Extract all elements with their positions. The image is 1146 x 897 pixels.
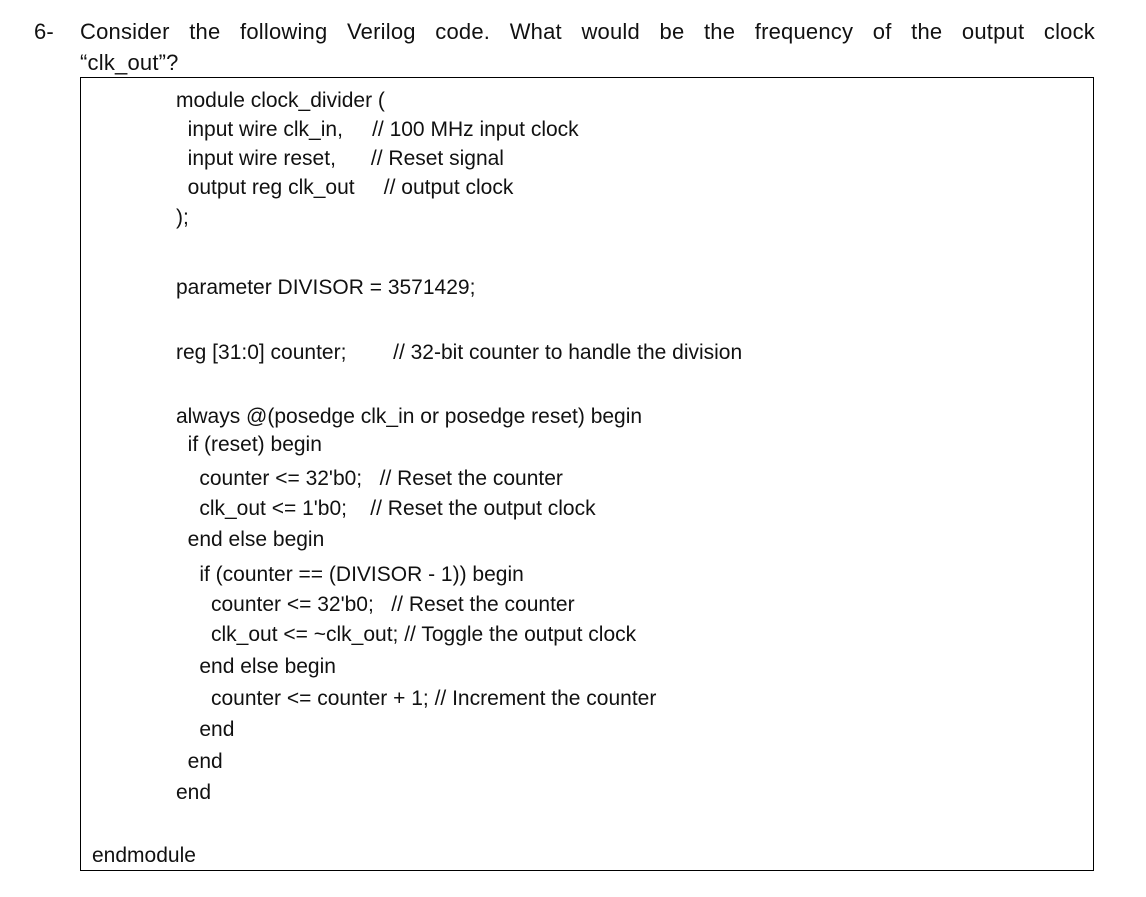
code-line: end else begin: [176, 528, 325, 551]
code-line: if (reset) begin: [176, 433, 322, 456]
code-line: counter <= 32'b0; // Reset the counter: [176, 593, 575, 616]
code-line: always @(posedge clk_in or posedge reset) begin: [176, 405, 643, 428]
code-box: [80, 77, 1094, 871]
question-text: [80, 16, 1095, 78]
code-line: end else begin: [176, 655, 336, 678]
code-line: end: [176, 750, 223, 773]
code-line: clk_out <= ~clk_out; // Toggle the output clock: [176, 623, 637, 646]
code-line: reg [31:0] counter; // 32-bit counter to handle the division: [176, 341, 743, 364]
code-line: clk_out <= 1'b0; // Reset the output clock: [176, 497, 596, 520]
code-line: );: [176, 206, 189, 229]
code-line: end: [176, 718, 235, 741]
code-line: module clock_divider (: [176, 89, 385, 112]
code-line: counter <= counter + 1; // Increment the counter: [176, 687, 657, 710]
code-line: input wire clk_in, // 100 MHz input clock: [176, 118, 579, 141]
code-line: end: [176, 781, 212, 804]
code-line: if (counter == (DIVISOR - 1)) begin: [176, 563, 524, 586]
question-number: 6-: [34, 19, 54, 44]
code-line: parameter DIVISOR = 3571429;: [176, 276, 476, 299]
code-line: input wire reset, // Reset signal: [176, 147, 504, 170]
question-line-1: Consider the following Verilog code. What would be the frequency of the output clock: [80, 19, 1095, 44]
code-line: endmodule: [92, 844, 196, 867]
code-line: output reg clk_out // output clock: [176, 176, 514, 199]
question-line-2: “clk_out”?: [80, 50, 179, 75]
code-line: counter <= 32'b0; // Reset the counter: [176, 467, 563, 490]
